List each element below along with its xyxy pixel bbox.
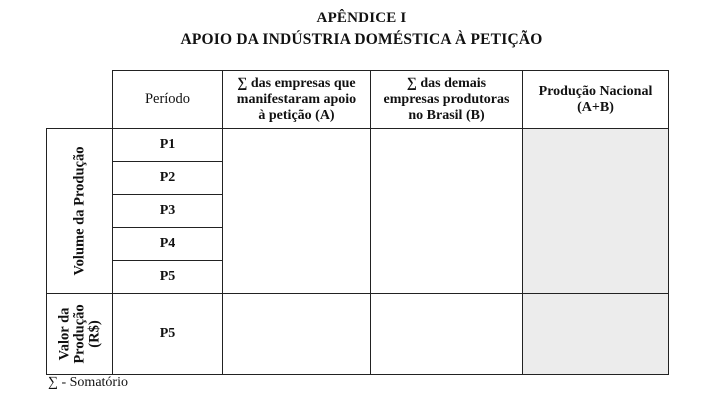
appendix-title: APÊNDICE I: [316, 10, 407, 26]
production-table: [46, 70, 669, 375]
period-cell: P4: [113, 228, 223, 261]
group-label-volume: [47, 129, 113, 294]
header-col-a-line: manifestaram apoio: [236, 91, 357, 107]
header-col-b-line: ∑ das demais: [406, 75, 487, 91]
period-cell: P5: [113, 294, 223, 375]
period-cell: P2: [113, 162, 223, 195]
header-col-total-line: Produção Nacional: [538, 83, 653, 99]
header-col-a-line: ∑ das empresas que: [237, 75, 356, 91]
header-col-total: [523, 71, 669, 129]
value-total-cell: [523, 294, 669, 375]
period-cell: P3: [113, 195, 223, 228]
group-label-line: Valor da: [56, 307, 72, 361]
value-col-a-cell: [223, 294, 371, 375]
volume-col-a-cell: [223, 129, 371, 294]
header-col-b: [371, 71, 523, 129]
header-col-a: [223, 71, 371, 129]
appendix-subtitle: APOIO DA INDÚSTRIA DOMÉSTICA À PETIÇÃO: [180, 31, 543, 48]
value-col-b-cell: [371, 294, 523, 375]
group-label-line: (R$): [86, 320, 102, 348]
header-col-b-line: empresas produtoras: [383, 91, 510, 107]
volume-total-cell: [523, 129, 669, 294]
group-label-value: [47, 294, 113, 375]
group-label-line: Volume da Produção: [71, 146, 87, 276]
period-cell: P1: [113, 129, 223, 162]
footnote: ∑ - Somatório: [48, 375, 128, 390]
corner-cell: [47, 71, 113, 129]
table-row: [47, 294, 669, 375]
header-row: [47, 71, 669, 129]
period-cell: P5: [113, 261, 223, 294]
header-col-b-line: no Brasil (B): [408, 107, 485, 123]
header-period-label: Período: [144, 91, 191, 107]
header-period: [113, 71, 223, 129]
volume-col-b-cell: [371, 129, 523, 294]
header-col-total-line: (A+B): [577, 99, 614, 115]
header-col-a-line: à petição (A): [258, 107, 335, 123]
table-row: [47, 129, 669, 162]
group-label-line: Produção: [71, 304, 87, 364]
